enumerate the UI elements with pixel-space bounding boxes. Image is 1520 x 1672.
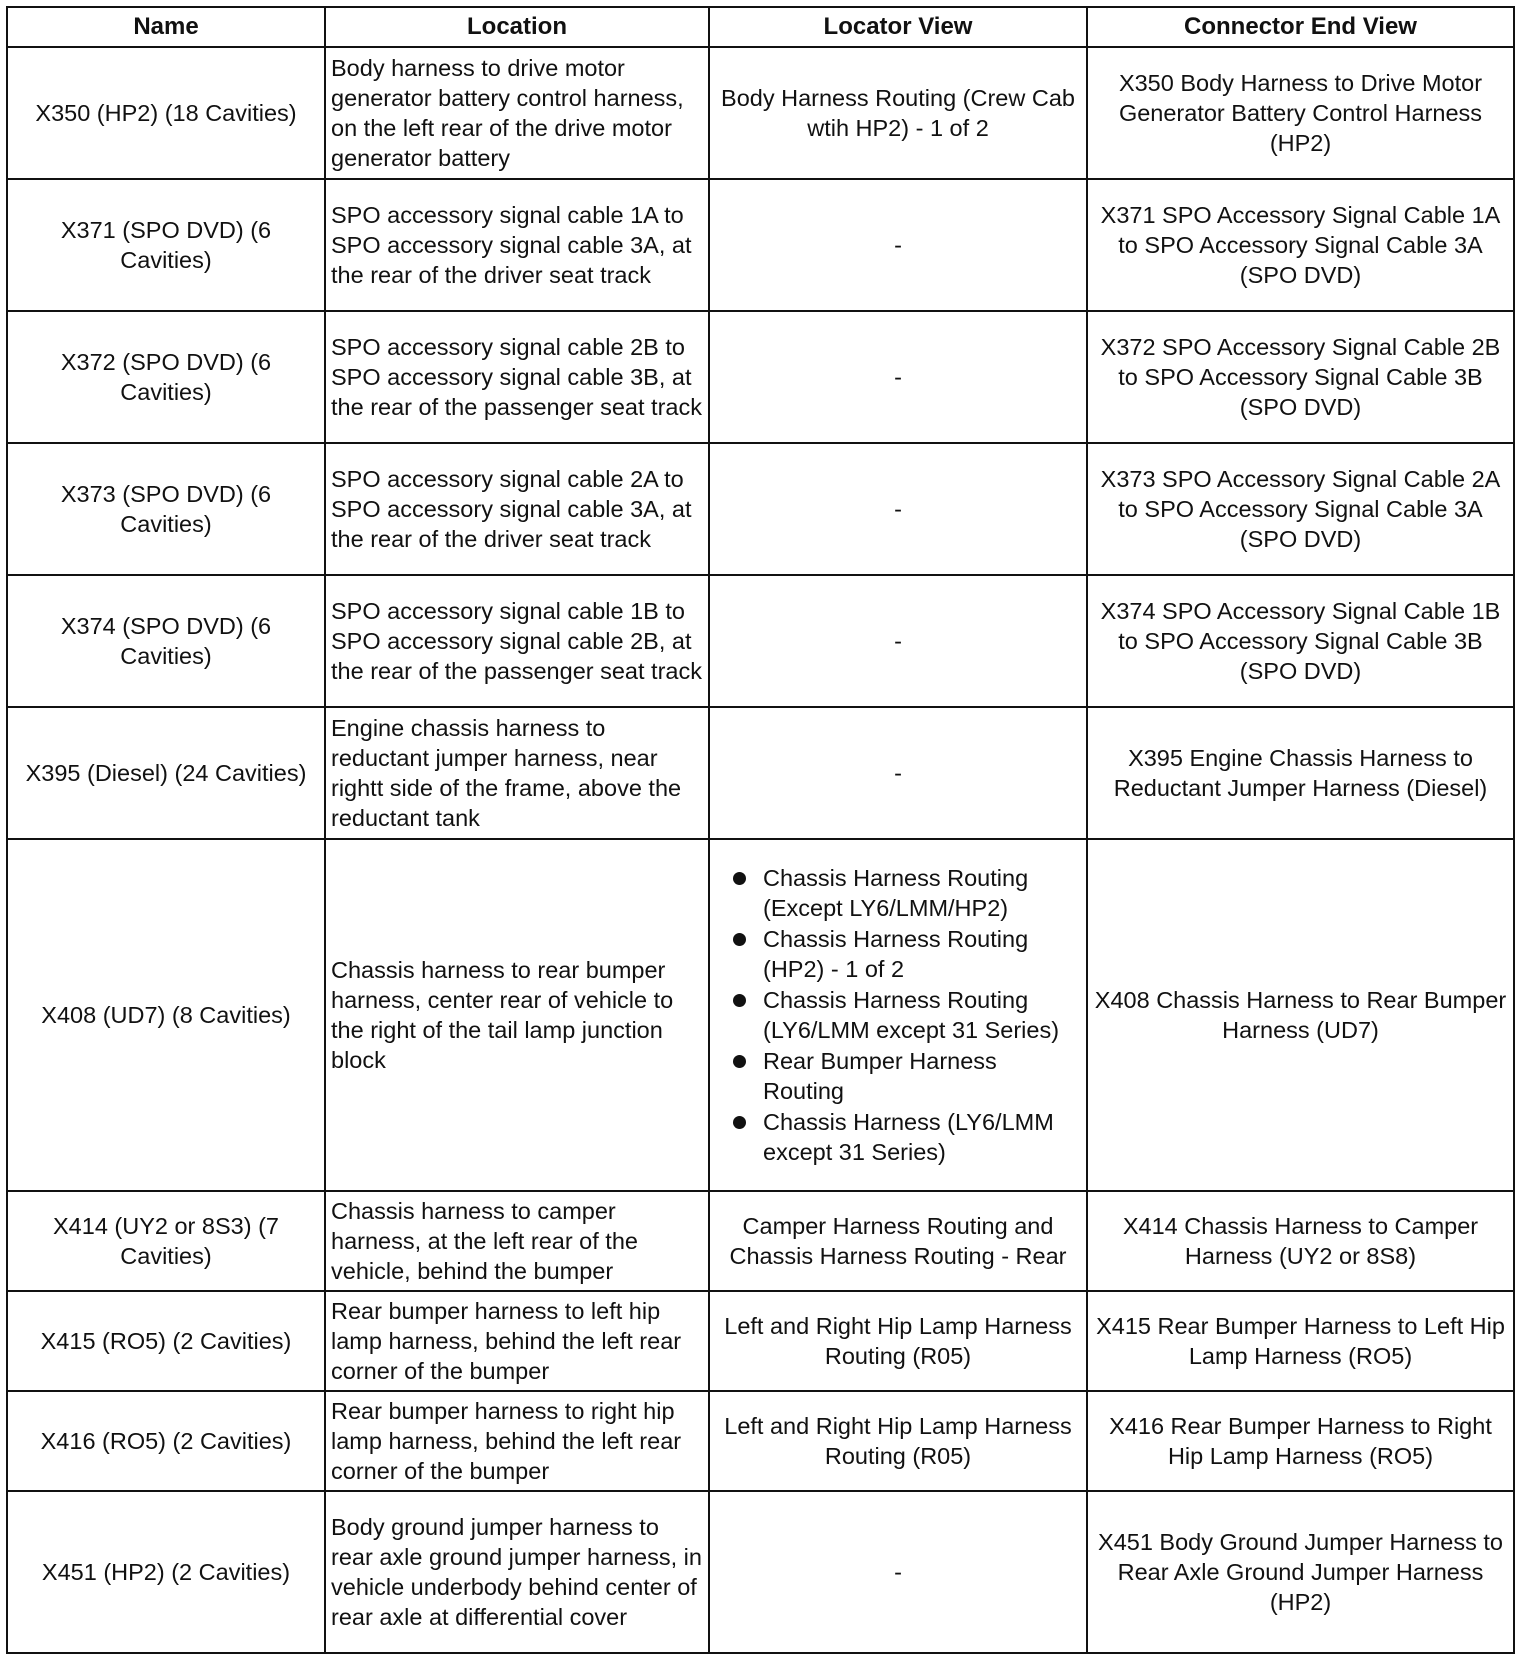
connector-table (6, 6, 1515, 1654)
table-row-x372 (7, 311, 1514, 443)
cell-locator-view: - (709, 1491, 1087, 1653)
cell-locator-view (709, 839, 1087, 1191)
table-row-x371 (7, 179, 1514, 311)
cell-connector-end-view: X415 Rear Bumper Harness to Left Hip Lamp Harness (RO5) (1087, 1291, 1514, 1391)
cell-connector-end-view: X408 Chassis Harness to Rear Bumper Harness (UD7) (1087, 839, 1514, 1191)
cell-location: Rear bumper harness to right hip lamp harness, behind the left rear corner of the bumper (325, 1391, 709, 1491)
cell-location: Rear bumper harness to left hip lamp harness, behind the left rear corner of the bumper (325, 1291, 709, 1391)
cell-locator-view: Left and Right Hip Lamp Harness Routing (R05) (709, 1291, 1087, 1391)
bullet-icon (733, 1055, 746, 1068)
list-item-label: Chassis Harness Routing (Except LY6/LMM/HP2) (763, 865, 1029, 921)
table-row-x350 (7, 47, 1514, 179)
list-item (715, 1046, 1081, 1106)
list-item (715, 863, 1081, 923)
cell-name: X371 (SPO DVD) (6 Cavities) (7, 179, 325, 311)
cell-connector-end-view: X373 SPO Accessory Signal Cable 2A to SPO Accessory Signal Cable 3A (SPO DVD) (1087, 443, 1514, 575)
cell-location: SPO accessory signal cable 1A to SPO accessory signal cable 3A, at the rear of the driver seat track (325, 179, 709, 311)
cell-connector-end-view: X395 Engine Chassis Harness to Reductant Jumper Harness (Diesel) (1087, 707, 1514, 839)
list-item (715, 924, 1081, 984)
header-location: Location (325, 7, 709, 47)
list-item-label: Chassis Harness Routing (HP2) - 1 of 2 (763, 926, 1029, 982)
list-item-label: Chassis Harness Routing (LY6/LMM except 31 Series) (763, 987, 1060, 1043)
table-row-x414 (7, 1191, 1514, 1291)
cell-connector-end-view: X416 Rear Bumper Harness to Right Hip Lamp Harness (RO5) (1087, 1391, 1514, 1491)
header-row (7, 7, 1514, 47)
cell-connector-end-view: X371 SPO Accessory Signal Cable 1A to SPO Accessory Signal Cable 3A (SPO DVD) (1087, 179, 1514, 311)
table-row-x373 (7, 443, 1514, 575)
cell-locator-view: Left and Right Hip Lamp Harness Routing (R05) (709, 1391, 1087, 1491)
header-name: Name (7, 7, 325, 47)
list-item-label: Chassis Harness (LY6/LMM except 31 Series) (763, 1109, 1054, 1165)
bullet-icon (733, 1116, 746, 1129)
header-locator-view: Locator View (709, 7, 1087, 47)
bullet-icon (733, 933, 746, 946)
cell-name: X350 (HP2) (18 Cavities) (7, 47, 325, 179)
cell-location: Body ground jumper harness to rear axle ground jumper harness, in vehicle underbody behind center of rear axle at differential cover (325, 1491, 709, 1653)
cell-name: X408 (UD7) (8 Cavities) (7, 839, 325, 1191)
cell-location: SPO accessory signal cable 2B to SPO accessory signal cable 3B, at the rear of the passenger seat track (325, 311, 709, 443)
cell-connector-end-view: X414 Chassis Harness to Camper Harness (UY2 or 8S8) (1087, 1191, 1514, 1291)
table-row-x408 (7, 839, 1514, 1191)
cell-connector-end-view: X350 Body Harness to Drive Motor Generator Battery Control Harness (HP2) (1087, 47, 1514, 179)
list-item (715, 1107, 1081, 1167)
cell-locator-view: - (709, 179, 1087, 311)
cell-locator-view: - (709, 311, 1087, 443)
cell-location: SPO accessory signal cable 1B to SPO accessory signal cable 2B, at the rear of the passenger seat track (325, 575, 709, 707)
cell-locator-view: - (709, 443, 1087, 575)
cell-name: X414 (UY2 or 8S3) (7 Cavities) (7, 1191, 325, 1291)
bullet-icon (733, 994, 746, 1007)
connector-table-page (6, 6, 1515, 1654)
cell-locator-view: Camper Harness Routing and Chassis Harness Routing - Rear (709, 1191, 1087, 1291)
cell-locator-view: Body Harness Routing (Crew Cab wtih HP2) - 1 of 2 (709, 47, 1087, 179)
bullet-icon (733, 872, 746, 885)
cell-location: SPO accessory signal cable 2A to SPO accessory signal cable 3A, at the rear of the driver seat track (325, 443, 709, 575)
list-item-label: Rear Bumper Harness Routing (763, 1048, 997, 1104)
locator-view-list (715, 863, 1081, 1167)
cell-locator-view: - (709, 707, 1087, 839)
table-row-x415 (7, 1291, 1514, 1391)
list-item (715, 985, 1081, 1045)
cell-location: Chassis harness to rear bumper harness, center rear of vehicle to the right of the tail lamp junction block (325, 839, 709, 1191)
cell-location: Engine chassis harness to reductant jumper harness, near rightt side of the frame, above the reductant tank (325, 707, 709, 839)
cell-connector-end-view: X374 SPO Accessory Signal Cable 1B to SPO Accessory Signal Cable 3B (SPO DVD) (1087, 575, 1514, 707)
table-row-x451 (7, 1491, 1514, 1653)
table-row-x416 (7, 1391, 1514, 1491)
cell-locator-view: - (709, 575, 1087, 707)
cell-name: X395 (Diesel) (24 Cavities) (7, 707, 325, 839)
cell-name: X374 (SPO DVD) (6 Cavities) (7, 575, 325, 707)
cell-name: X451 (HP2) (2 Cavities) (7, 1491, 325, 1653)
cell-location: Chassis harness to camper harness, at the left rear of the vehicle, behind the bumper (325, 1191, 709, 1291)
cell-name: X415 (RO5) (2 Cavities) (7, 1291, 325, 1391)
cell-connector-end-view: X451 Body Ground Jumper Harness to Rear Axle Ground Jumper Harness (HP2) (1087, 1491, 1514, 1653)
cell-connector-end-view: X372 SPO Accessory Signal Cable 2B to SPO Accessory Signal Cable 3B (SPO DVD) (1087, 311, 1514, 443)
header-connector-end-view: Connector End View (1087, 7, 1514, 47)
cell-location: Body harness to drive motor generator battery control harness, on the left rear of the drive motor generator battery (325, 47, 709, 179)
table-row-x374 (7, 575, 1514, 707)
cell-name: X373 (SPO DVD) (6 Cavities) (7, 443, 325, 575)
cell-name: X372 (SPO DVD) (6 Cavities) (7, 311, 325, 443)
cell-name: X416 (RO5) (2 Cavities) (7, 1391, 325, 1491)
table-row-x395 (7, 707, 1514, 839)
